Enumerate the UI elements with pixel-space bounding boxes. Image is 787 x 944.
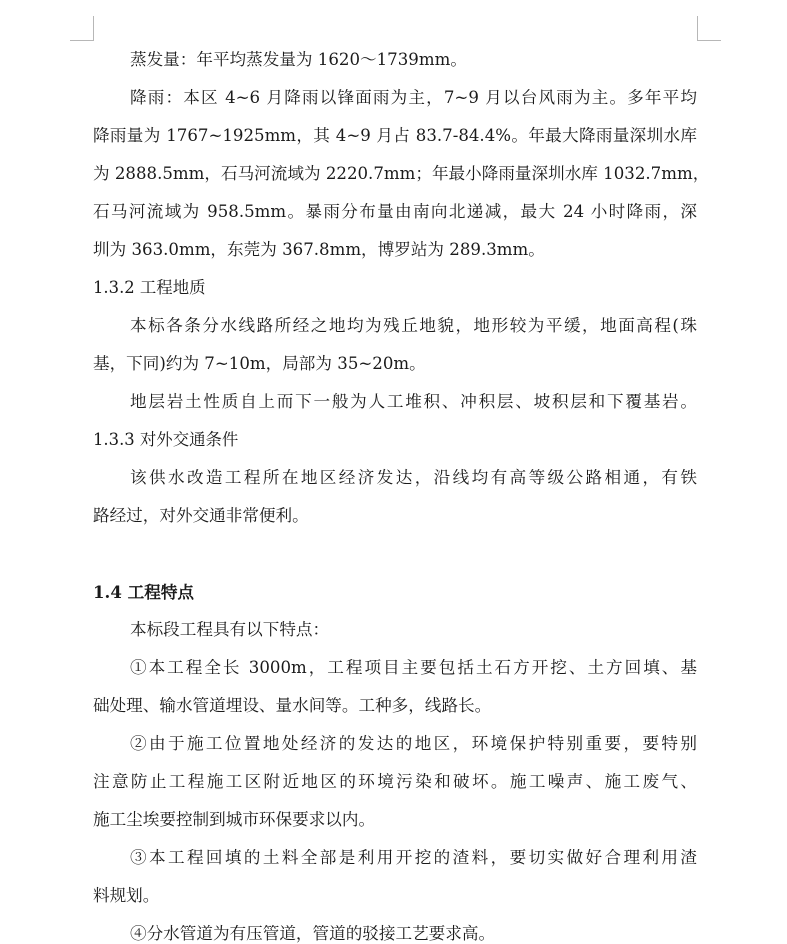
feature-2-line-2: 注意防止工程施工区附近地区的环境污染和破坏。施工噪声、施工废气、	[93, 772, 697, 791]
section-heading-1-3-3: 1.3.3 对外交通条件	[93, 430, 239, 449]
rain-line-5: 圳为 363.0mm，东莞为 367.8mm，博罗站为 289.3mm。	[93, 240, 545, 259]
feature-4-line-1: ④分水管道为有压管道，管道的驳接工艺要求高。	[130, 924, 496, 943]
feature-3-line-2: 料规划。	[93, 886, 160, 905]
margin-corner-mark	[70, 40, 94, 41]
evaporation-line: 蒸发量：年平均蒸发量为 1620～1739mm。	[130, 50, 467, 69]
rain-line-1: 降雨：本区 4~6 月降雨以锋面雨为主，7~9 月以台风雨为主。多年平均	[130, 88, 697, 107]
margin-corner-mark	[697, 16, 698, 40]
features-intro: 本标段工程具有以下特点：	[130, 620, 330, 639]
feature-2-line-3: 施工尘埃要控制到城市环保要求以内。	[93, 810, 376, 829]
rain-line-2: 降雨量为 1767~1925mm，其 4~9 月占 83.7-84.4%。年最大降雨量深圳水库	[93, 126, 697, 145]
feature-3-line-1: ③本工程回填的土料全部是利用开挖的渣料，要切实做好合理利用渣	[130, 848, 697, 867]
section-heading-1-3-2: 1.3.2 工程地质	[93, 278, 206, 297]
section-heading-1-4: 1.4 工程特点	[93, 582, 195, 602]
geology-line-1: 本标各条分水线路所经之地均为残丘地貌，地形较为平缓，地面高程(珠	[130, 316, 697, 335]
traffic-line-2: 路经过，对外交通非常便利。	[93, 506, 309, 525]
feature-1-line-2: 础处理、输水管道埋设、量水间等。工种多，线路长。	[93, 696, 492, 715]
feature-1-line-1: ①本工程全长 3000m，工程项目主要包括土石方开挖、土方回填、基	[130, 658, 697, 677]
feature-2-line-1: ②由于施工位置地处经济的发达的地区，环境保护特别重要，要特别	[130, 734, 697, 753]
margin-corner-mark	[93, 16, 94, 40]
rain-line-3: 为 2888.5mm，石马河流域为 2220.7mm；年最小降雨量深圳水库 1032.7mm，	[93, 164, 710, 183]
geology-line-2: 基，下同)约为 7~10m，局部为 35~20m。	[93, 354, 426, 373]
traffic-line-1: 该供水改造工程所在地区经济发达，沿线均有高等级公路相通，有铁	[130, 468, 697, 487]
rain-line-4: 石马河流域为 958.5mm。暴雨分布量由南向北递减，最大 24 小时降雨，深	[93, 202, 697, 221]
margin-corner-mark	[697, 40, 721, 41]
geology-line-3: 地层岩土性质自上而下一般为人工堆积、冲积层、坡积层和下覆基岩。	[130, 392, 697, 411]
